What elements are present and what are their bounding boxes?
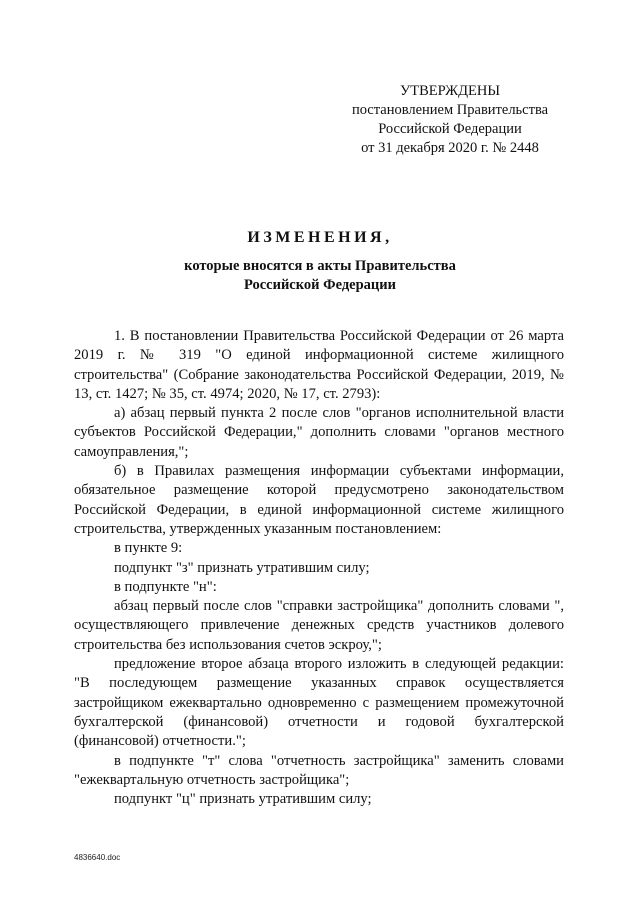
approval-heading: УТВЕРЖДЕНЫ [399,83,501,99]
document-subtitle [0,257,640,295]
approval-government: Российской Федерации [378,121,522,137]
document-title: ИЗМЕНЕНИЯ, [247,229,393,246]
approval-issuer: постановлением Правительства [351,102,549,118]
subtitle-line-2: Российской Федерации [243,277,396,293]
approval-stamp [340,82,560,158]
approval-date-number: от 31 декабря 2020 г. № 2448 [361,140,539,156]
paragraph-5: подпункт "з" признать утратившим силу; [114,559,370,576]
subtitle-line-1: которые вносятся в акты Правительства [184,258,456,274]
paragraph-6: в подпункте "н": [114,578,217,595]
paragraph-8: предложение второе абзаца второго изложить в следующей редакции: "В последующем размещение указанных справок осуществляется застройщиком ежеквартально одновременно с размещением промежуточной бухгалтерской (финансовой) отчетности и годовой бухгалтерской (финансовой) отчетности."; [74,656,564,750]
paragraph-7: абзац первый после слов "справки застройщика" дополнить словами ", осуществляющего привлечение денежных средств участников долевого строительства без использования счетов эскроу,"; [74,598,564,653]
paragraph-9: в подпункте "т" слова "отчетность застройщика" заменить словами "ежеквартальную отчетность застройщика"; [74,752,564,788]
document-filename: 4836640.doc [74,853,121,862]
paragraph-10: подпункт "ц" признать утратившим силу; [114,791,372,808]
paragraph-2: а) абзац первый пункта 2 после слов "органов исполнительной власти субъектов Российской Федерации," дополнить словами "органов местного самоуправления,"; [74,405,564,460]
paragraph-4: в пункте 9: [114,540,183,557]
paragraph-3: б) в Правилах размещения информации субъектами информации, обязательное размещение которой предусмотрено законодательством Российской Федерации, в единой информационной системе жилищного строительства, утвержденных указанным постановлением: [74,463,564,537]
document-body [74,327,564,809]
paragraph-1: 1. В постановлении Правительства Российской Федерации от 26 марта 2019 г. № 319 "О единой информационной системе жилищного строительства" (Собрание законодательства Российской Федерации, 2019, № 13, ст. 1427; № 35, ст. 4974; 2020, № 17, ст. 2793): [74,328,564,402]
